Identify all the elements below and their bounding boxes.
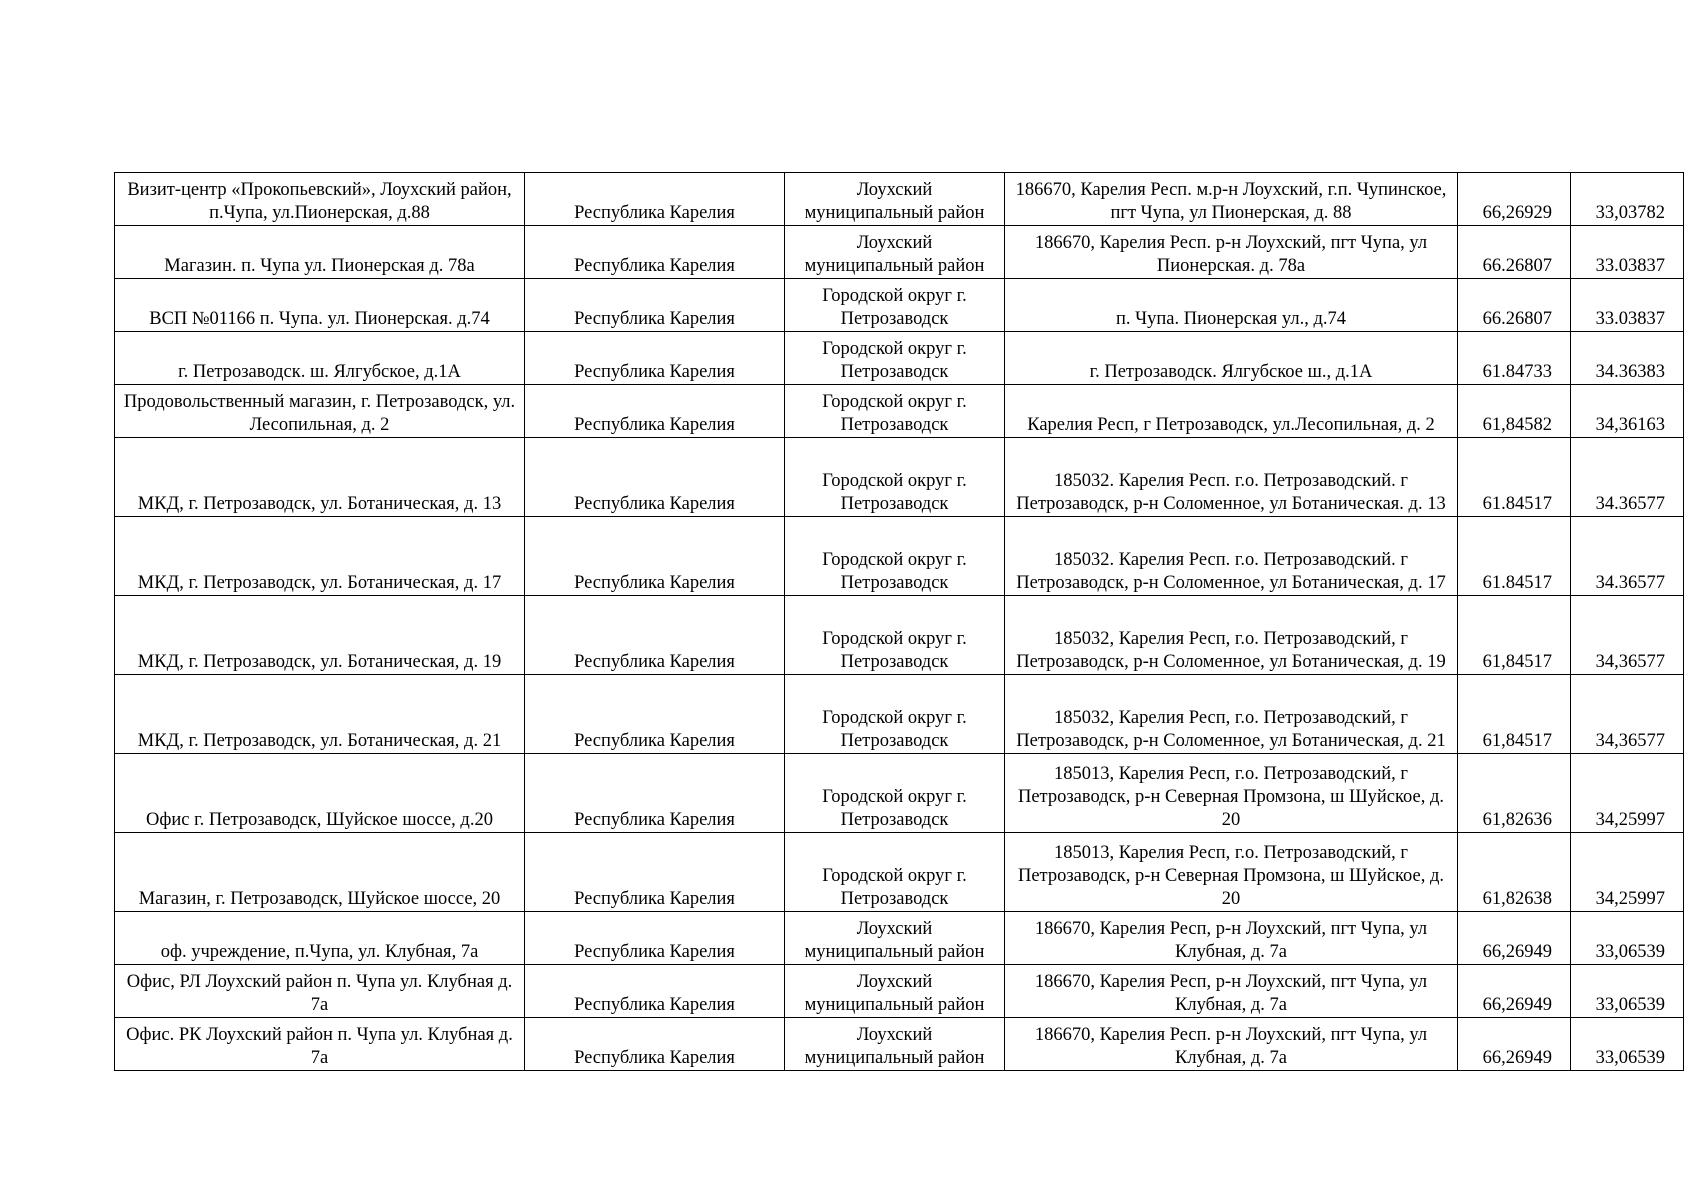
address-cell: 186670, Карелия Респ. р-н Лоухский, пгт Чупа, ул Пионерская. д. 78а <box>1005 226 1458 279</box>
object-name-cell: оф. учреждение, п.Чупа, ул. Клубная, 7а <box>115 912 525 965</box>
region-cell: Республика Карелия <box>525 833 785 912</box>
address-cell: п. Чупа. Пионерская ул., д.74 <box>1005 279 1458 332</box>
latitude-cell: 66,26949 <box>1458 965 1571 1018</box>
object-name-cell: ВСП №01166 п. Чупа. ул. Пионерская. д.74 <box>115 279 525 332</box>
latitude-cell: 66,26949 <box>1458 912 1571 965</box>
district-cell: Городской округ г. Петрозаводск <box>785 438 1005 517</box>
object-name-cell: Магазин. п. Чупа ул. Пионерская д. 78а <box>115 226 525 279</box>
latitude-cell: 61.84517 <box>1458 517 1571 596</box>
address-cell: 185032, Карелия Респ, г.о. Петрозаводский, г Петрозаводск, р-н Соломенное, ул Ботаническая, д. 21 <box>1005 675 1458 754</box>
longitude-cell: 34,25997 <box>1571 833 1684 912</box>
object-name-cell: Офис. РК Лоухский район п. Чупа ул. Клубная д. 7а <box>115 1018 525 1071</box>
region-cell: Республика Карелия <box>525 517 785 596</box>
region-cell: Республика Карелия <box>525 226 785 279</box>
latitude-cell: 66.26807 <box>1458 279 1571 332</box>
longitude-cell: 33,03782 <box>1571 173 1684 226</box>
latitude-cell: 66.26807 <box>1458 226 1571 279</box>
region-cell: Республика Карелия <box>525 332 785 385</box>
district-cell: Лоухский муниципальный район <box>785 173 1005 226</box>
district-cell: Городской округ г. Петрозаводск <box>785 517 1005 596</box>
longitude-cell: 33,06539 <box>1571 1018 1684 1071</box>
district-cell: Городской округ г. Петрозаводск <box>785 833 1005 912</box>
table-row <box>115 754 1684 833</box>
table-row <box>115 1018 1684 1071</box>
object-name-cell: МКД, г. Петрозаводск, ул. Ботаническая, д. 13 <box>115 438 525 517</box>
object-name-cell: МКД, г. Петрозаводск, ул. Ботаническая, д. 17 <box>115 517 525 596</box>
object-name-cell: МКД, г. Петрозаводск, ул. Ботаническая, д. 19 <box>115 596 525 675</box>
locations-table <box>114 172 1684 1071</box>
table-row <box>115 173 1684 226</box>
latitude-cell: 66,26949 <box>1458 1018 1571 1071</box>
longitude-cell: 34,25997 <box>1571 754 1684 833</box>
table-row <box>115 385 1684 438</box>
latitude-cell: 66,26929 <box>1458 173 1571 226</box>
longitude-cell: 34.36383 <box>1571 332 1684 385</box>
district-cell: Городской округ г. Петрозаводск <box>785 332 1005 385</box>
latitude-cell: 61,84517 <box>1458 675 1571 754</box>
district-cell: Городской округ г. Петрозаводск <box>785 385 1005 438</box>
table-row <box>115 279 1684 332</box>
table-row <box>115 965 1684 1018</box>
object-name-cell: Продовольственный магазин, г. Петрозаводск, ул. Лесопильная, д. 2 <box>115 385 525 438</box>
region-cell: Республика Карелия <box>525 675 785 754</box>
district-cell: Городской округ г. Петрозаводск <box>785 754 1005 833</box>
longitude-cell: 33,06539 <box>1571 912 1684 965</box>
region-cell: Республика Карелия <box>525 596 785 675</box>
region-cell: Республика Карелия <box>525 912 785 965</box>
region-cell: Республика Карелия <box>525 438 785 517</box>
district-cell: Лоухский муниципальный район <box>785 912 1005 965</box>
region-cell: Республика Карелия <box>525 279 785 332</box>
region-cell: Республика Карелия <box>525 754 785 833</box>
object-name-cell: МКД, г. Петрозаводск, ул. Ботаническая, д. 21 <box>115 675 525 754</box>
latitude-cell: 61.84517 <box>1458 438 1571 517</box>
latitude-cell: 61,82636 <box>1458 754 1571 833</box>
table-row <box>115 675 1684 754</box>
address-cell: г. Петрозаводск. Ялгубское ш., д.1А <box>1005 332 1458 385</box>
address-cell: 186670, Карелия Респ. р-н Лоухский, пгт Чупа, ул Клубная, д. 7а <box>1005 1018 1458 1071</box>
longitude-cell: 33.03837 <box>1571 226 1684 279</box>
longitude-cell: 34.36577 <box>1571 438 1684 517</box>
region-cell: Республика Карелия <box>525 385 785 438</box>
longitude-cell: 33.03837 <box>1571 279 1684 332</box>
address-cell: 186670, Карелия Респ. м.р-н Лоухский, г.п. Чупинское, пгт Чупа, ул Пионерская, д. 88 <box>1005 173 1458 226</box>
district-cell: Городской округ г. Петрозаводск <box>785 596 1005 675</box>
latitude-cell: 61,84517 <box>1458 596 1571 675</box>
table-row <box>115 912 1684 965</box>
address-cell: 186670, Карелия Респ, р-н Лоухский, пгт Чупа, ул Клубная, д. 7а <box>1005 912 1458 965</box>
object-name-cell: Магазин, г. Петрозаводск, Шуйское шоссе, 20 <box>115 833 525 912</box>
table-row <box>115 596 1684 675</box>
address-cell: 186670, Карелия Респ, р-н Лоухский, пгт Чупа, ул Клубная, д. 7а <box>1005 965 1458 1018</box>
table-row <box>115 438 1684 517</box>
address-cell: 185013, Карелия Респ, г.о. Петрозаводский, г Петрозаводск, р-н Северная Промзона, ш Шуйское, д. 20 <box>1005 754 1458 833</box>
address-cell: 185013, Карелия Респ, г.о. Петрозаводский, г Петрозаводск, р-н Северная Промзона, ш Шуйское, д. 20 <box>1005 833 1458 912</box>
district-cell: Городской округ г. Петрозаводск <box>785 279 1005 332</box>
latitude-cell: 61,84582 <box>1458 385 1571 438</box>
region-cell: Республика Карелия <box>525 1018 785 1071</box>
longitude-cell: 33,06539 <box>1571 965 1684 1018</box>
district-cell: Лоухский муниципальный район <box>785 226 1005 279</box>
longitude-cell: 34,36577 <box>1571 675 1684 754</box>
object-name-cell: Офис г. Петрозаводск, Шуйское шоссе, д.20 <box>115 754 525 833</box>
table-row <box>115 332 1684 385</box>
latitude-cell: 61,82638 <box>1458 833 1571 912</box>
table-row <box>115 833 1684 912</box>
address-cell: Карелия Респ, г Петрозаводск, ул.Лесопильная, д. 2 <box>1005 385 1458 438</box>
table-row <box>115 226 1684 279</box>
longitude-cell: 34,36577 <box>1571 596 1684 675</box>
table-row <box>115 517 1684 596</box>
longitude-cell: 34,36163 <box>1571 385 1684 438</box>
address-cell: 185032. Карелия Респ. г.о. Петрозаводский. г Петрозаводск, р-н Соломенное, ул Ботаническая. д. 13 <box>1005 438 1458 517</box>
region-cell: Республика Карелия <box>525 173 785 226</box>
district-cell: Лоухский муниципальный район <box>785 1018 1005 1071</box>
object-name-cell: г. Петрозаводск. ш. Ялгубское, д.1А <box>115 332 525 385</box>
address-cell: 185032. Карелия Респ. г.о. Петрозаводский. г Петрозаводск, р-н Соломенное, ул Ботаническая, д. 17 <box>1005 517 1458 596</box>
longitude-cell: 34.36577 <box>1571 517 1684 596</box>
district-cell: Лоухский муниципальный район <box>785 965 1005 1018</box>
object-name-cell: Офис, РЛ Лоухский район п. Чупа ул. Клубная д. 7а <box>115 965 525 1018</box>
region-cell: Республика Карелия <box>525 965 785 1018</box>
address-cell: 185032, Карелия Респ, г.о. Петрозаводский, г Петрозаводск, р-н Соломенное, ул Ботаническая, д. 19 <box>1005 596 1458 675</box>
district-cell: Городской округ г. Петрозаводск <box>785 675 1005 754</box>
object-name-cell: Визит-центр «Прокопьевский», Лоухский район, п.Чупа, ул.Пионерская, д.88 <box>115 173 525 226</box>
latitude-cell: 61.84733 <box>1458 332 1571 385</box>
